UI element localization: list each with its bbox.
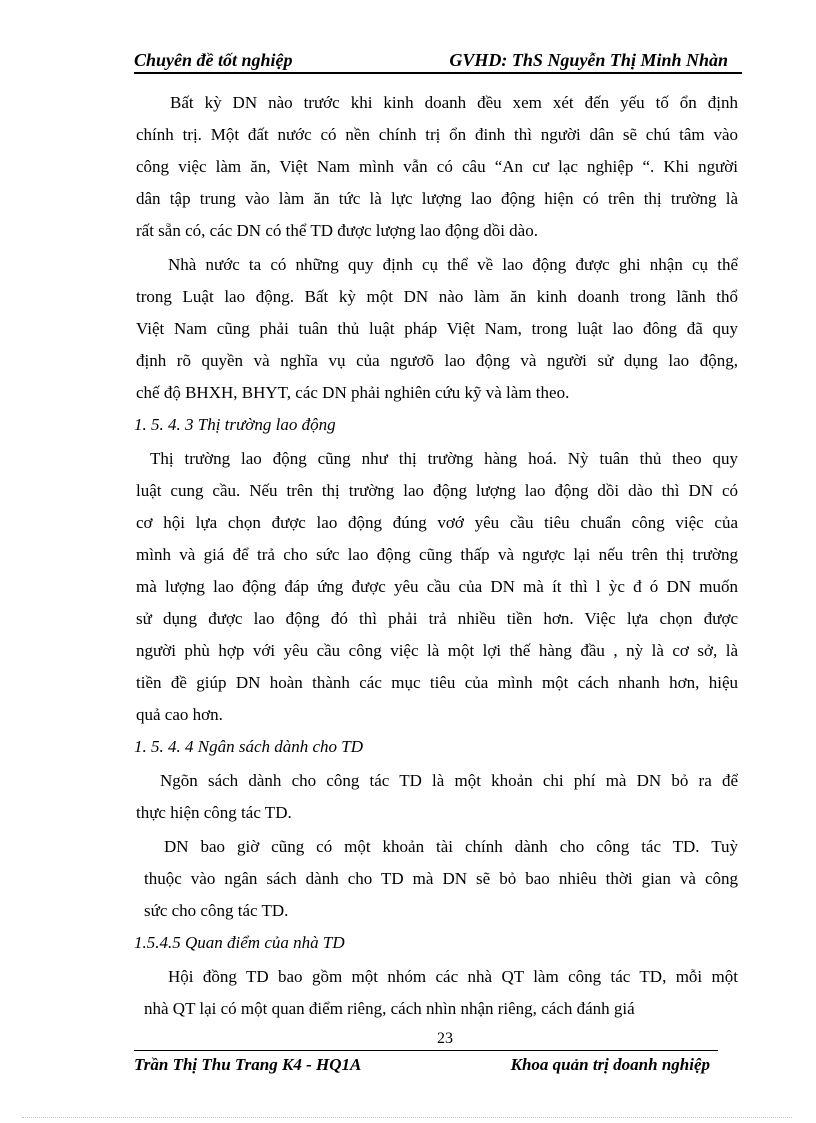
section-heading: 1. 5. 4. 3 Thị trường lao động — [134, 415, 336, 434]
paragraph-line: Hội đồng TD bao gồm một nhóm các nhà QT làm công tác TD, mỗi một — [168, 967, 738, 986]
paragraph-line: Thị trường lao động cũng như thị trường hàng hoá. Nỳ tuân thủ theo quy — [150, 449, 738, 468]
paragraph-line: sử dụng được lao động đó thì phải trả nhiều tiền hơn. Việc lựa chọn được — [136, 609, 738, 628]
section-heading: 1.5.4.5 Quan điểm của nhà TD — [134, 933, 345, 952]
paragraph-line: mình và giá để trả cho sức lao động cũng thấp và ngược lại nếu trên thị trường — [136, 545, 738, 564]
header-title: Chuyên đề tốt nghiệp — [134, 50, 293, 70]
paragraph-line: cơ hội lựa chọn được lao động đúng vơớ yêu cầu tiêu chuẩn công việc của — [136, 513, 738, 532]
footer-department: Khoa quản trị doanh nghiệp — [510, 1055, 710, 1074]
paragraph-line: thuộc vào ngân sách dành cho TD mà DN sẽ bỏ bao nhiêu thời gian và công — [144, 869, 738, 888]
section-heading: 1. 5. 4. 4 Ngân sách dành cho TD — [134, 737, 364, 756]
paragraph-line: người phù hợp với yêu cầu công việc là một lợi thế hàng đầu , nỳ là cơ sở, là — [136, 641, 738, 660]
paragraph-line: rất sẵn có, các DN có thể TD được lượng lao động dồi dào. — [136, 221, 538, 240]
paragraph-line: DN bao giờ cũng có một khoản tài chính dành cho công tác TD. Tuỳ — [164, 837, 738, 856]
paragraph-line: công việc làm ăn, Việt Nam mình vẫn có câu “An cư lạc nghiệp “. Khi người — [136, 157, 738, 176]
footer-author: Trần Thị Thu Trang K4 - HQ1A — [134, 1055, 362, 1074]
paragraph-line: mà lượng lao động đáp ứng được yêu cầu của DN mà ít thì l ỳc đ ó DN muốn — [136, 577, 738, 596]
page-edge-divider — [22, 1117, 792, 1118]
paragraph-line: dân tập trung vào làm ăn tức là lực lượng lao động hiện có trên thị trường là — [136, 189, 738, 208]
paragraph-line: thực hiện công tác TD. — [136, 803, 292, 822]
paragraph-line: định rõ quyền và nghĩa vụ của ngươõ lao động và người sử dụng lao động, — [136, 351, 738, 370]
paragraph-line: nhà QT lại có một quan điểm riêng, cách nhìn nhận riêng, cách đánh giá — [144, 999, 635, 1018]
paragraph-line: Ngõn sách dành cho công tác TD là một khoản chi phí mà DN bỏ ra để — [160, 771, 738, 790]
page-footer — [134, 1050, 718, 1075]
paragraph-line: luật cung cầu. Nếu trên thị trường lao động lượng lao động dồi dào thì DN có — [136, 481, 738, 500]
paragraph-line: chính trị. Một đất nước có nền chính trị ổn đinh thì người dân sẽ chú tâm vào — [136, 125, 738, 144]
header-advisor: GVHD: ThS Nguyễn Thị Minh Nhàn — [449, 50, 728, 70]
page-header — [134, 48, 742, 74]
paragraph-line: chế độ BHXH, BHYT, các DN phải nghiên cứu kỹ và làm theo. — [136, 383, 570, 402]
paragraph-line: quả cao hơn. — [136, 705, 223, 724]
paragraph-line: Nhà nước ta có những quy định cụ thể về lao động được ghi nhận cụ thể — [168, 255, 738, 274]
paragraph-line: Bất kỳ DN nào trước khi kinh doanh đều xem xét đến yếu tố ổn định — [170, 93, 738, 112]
page-number: 23 — [437, 1030, 453, 1047]
paragraph-line: trong Luật lao động. Bất kỳ một DN nào làm ăn kinh doanh trong lãnh thổ — [136, 287, 738, 306]
paragraph-line: sức cho công tác TD. — [144, 901, 289, 920]
paragraph-line: tiền đề giúp DN hoàn thành các mục tiêu của mình một cách nhanh hơn, hiệu — [136, 673, 738, 692]
paragraph-line: Việt Nam cũng phải tuân thủ luật pháp Việt Nam, trong luật lao đông đã quy — [136, 319, 738, 338]
